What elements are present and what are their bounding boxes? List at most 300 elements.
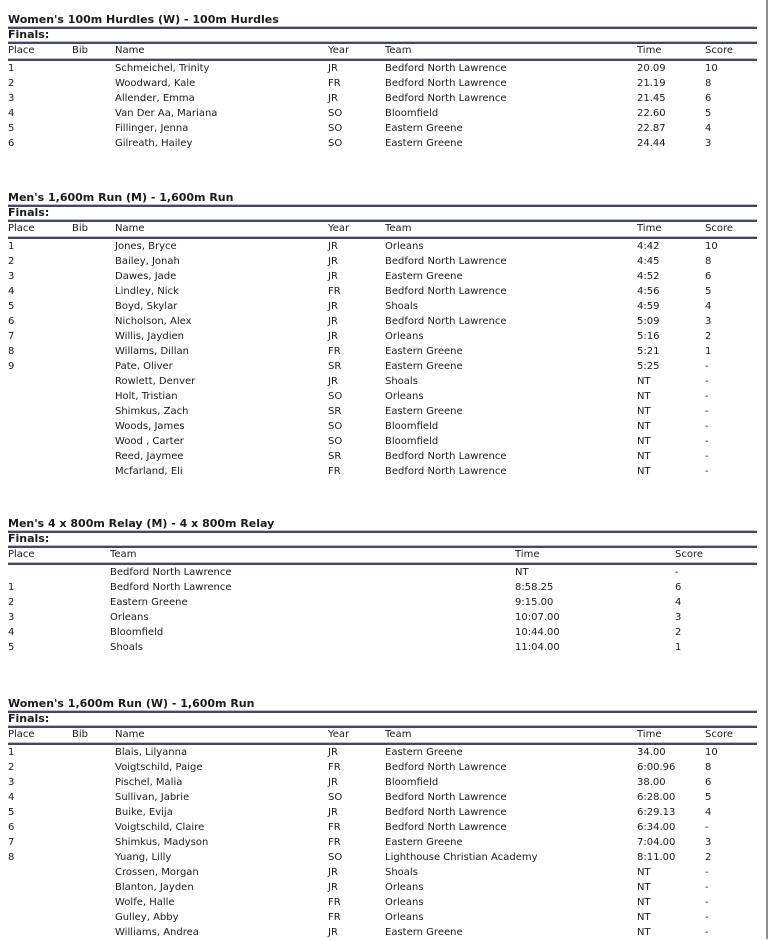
cell-score: 2 (675, 627, 682, 638)
cell-name: Shimkus, Zach (115, 406, 189, 417)
finals-label: Finals: (8, 28, 50, 41)
column-header-year: Year (328, 45, 350, 56)
cell-year: JR (328, 93, 338, 104)
table-row (8, 760, 757, 775)
table-row (8, 865, 757, 880)
cell-time: 8:11.00 (637, 852, 676, 863)
cell-time: NT (515, 567, 529, 578)
table-row (8, 805, 757, 820)
cell-name: Rowlett, Denver (115, 376, 196, 387)
finals-label: Finals: (8, 532, 50, 545)
column-header-score: Score (705, 729, 734, 740)
cell-score: 10 (705, 241, 718, 252)
cell-team: Bedford North Lawrence (110, 567, 232, 578)
cell-name: Pischel, Malia (115, 777, 183, 788)
cell-time: 6:00.96 (637, 762, 676, 773)
cell-score: 2 (705, 852, 712, 863)
table-row (8, 284, 757, 299)
cell-team: Shoals (385, 376, 418, 387)
cell-place: 2 (8, 762, 15, 773)
cell-name: Sullivan, Jabrie (115, 792, 190, 803)
table-row (8, 389, 757, 404)
cell-name: Willis, Jaydien (115, 331, 184, 342)
cell-score: 3 (705, 138, 712, 149)
cell-time: 5:16 (637, 331, 660, 342)
table-row (8, 254, 757, 269)
table-row (8, 835, 757, 850)
cell-score: 4 (705, 123, 712, 134)
cell-time: 8:58.25 (515, 582, 554, 593)
column-header-score: Score (705, 223, 734, 234)
cell-name: Holt, Tristian (115, 391, 178, 402)
event-title: Women's 1,600m Run (W) - 1,600m Run (8, 697, 255, 710)
cell-team: Bedford North Lawrence (385, 93, 507, 104)
cell-team: Bedford North Lawrence (385, 316, 507, 327)
cell-score: 3 (705, 837, 712, 848)
table-row (8, 314, 757, 329)
cell-team: Bedford North Lawrence (385, 63, 507, 74)
cell-name: Blais, Lilyanna (115, 747, 188, 758)
result-rows (8, 239, 757, 479)
column-header-year: Year (328, 223, 350, 234)
cell-year: SR (328, 361, 342, 372)
cell-name: Reed, Jaymee (115, 451, 184, 462)
cell-time: 20.09 (637, 63, 666, 74)
cell-time: NT (637, 451, 651, 462)
cell-name: Woods, James (115, 421, 185, 432)
table-row (8, 449, 757, 464)
cell-team: Bloomfield (385, 436, 439, 447)
cell-team: Eastern Greene (385, 271, 463, 282)
table-row (8, 745, 757, 760)
table-row (8, 269, 757, 284)
cell-place: 7 (8, 331, 15, 342)
cell-team: Bedford North Lawrence (385, 792, 507, 803)
event-title: Women's 100m Hurdles (W) - 100m Hurdles (8, 13, 279, 26)
cell-team: Bedford North Lawrence (385, 78, 507, 89)
cell-team: Eastern Greene (385, 927, 463, 938)
cell-time: NT (637, 927, 651, 938)
table-row (8, 404, 757, 419)
cell-time: NT (637, 867, 651, 878)
table-row (8, 106, 757, 121)
cell-name: Wolfe, Halle (115, 897, 175, 908)
cell-year: SO (328, 108, 343, 119)
cell-place: 5 (8, 642, 15, 653)
cell-time: 4:45 (637, 256, 660, 267)
cell-name: Mcfarland, Eli (115, 466, 183, 477)
column-header-team: Team (385, 223, 412, 234)
cell-team: Eastern Greene (385, 123, 463, 134)
cell-time: 10:44.00 (515, 627, 560, 638)
cell-team: Bedford North Lawrence (110, 582, 232, 593)
cell-year: JR (328, 882, 338, 893)
cell-name: Schmeichel, Trinity (115, 63, 210, 74)
cell-time: 11:04.00 (515, 642, 560, 653)
table-row (8, 880, 757, 895)
column-header-place: Place (8, 549, 35, 560)
column-header-bib: Bib (72, 223, 88, 234)
column-header-place: Place (8, 729, 35, 740)
cell-team: Orleans (385, 241, 424, 252)
table-row (8, 344, 757, 359)
cell-name: Gulley, Abby (115, 912, 179, 923)
cell-place: 3 (8, 777, 15, 788)
cell-time: 5:25 (637, 361, 660, 372)
cell-team: Bloomfield (385, 421, 439, 432)
result-rows (8, 745, 757, 940)
cell-place: 8 (8, 852, 15, 863)
cell-place: 6 (8, 822, 15, 833)
table-row (8, 299, 757, 314)
cell-team: Eastern Greene (385, 406, 463, 417)
cell-team: Eastern Greene (385, 837, 463, 848)
cell-year: SO (328, 138, 343, 149)
cell-score: 5 (705, 792, 712, 803)
cell-place: 6 (8, 316, 15, 327)
table-row (8, 61, 757, 76)
cell-time: NT (637, 436, 651, 447)
cell-score: 5 (705, 286, 712, 297)
column-header-place: Place (8, 45, 35, 56)
column-header-time: Time (637, 45, 662, 56)
cell-score: 6 (675, 582, 682, 593)
table-row (8, 419, 757, 434)
cell-year: FR (328, 466, 341, 477)
cell-place: 2 (8, 597, 15, 608)
cell-name: Allender, Emma (115, 93, 195, 104)
table-row (8, 625, 757, 640)
cell-team: Lighthouse Christian Academy (385, 852, 538, 863)
table-row (8, 434, 757, 449)
table-row (8, 790, 757, 805)
cell-name: Gilreath, Hailey (115, 138, 193, 149)
cell-team: Eastern Greene (385, 361, 463, 372)
cell-year: JR (328, 867, 338, 878)
table-row (8, 775, 757, 790)
cell-year: SO (328, 421, 343, 432)
cell-place: 5 (8, 123, 15, 134)
cell-year: JR (328, 777, 338, 788)
table-row (8, 121, 757, 136)
cell-score: - (705, 822, 709, 833)
cell-score: - (705, 406, 709, 417)
cell-name: Boyd, Skylar (115, 301, 178, 312)
cell-year: SR (328, 406, 342, 417)
cell-year: SO (328, 436, 343, 447)
cell-place: 3 (8, 271, 15, 282)
cell-time: 4:56 (637, 286, 660, 297)
cell-year: JR (328, 331, 338, 342)
cell-year: JR (328, 256, 338, 267)
cell-name: Shimkus, Madyson (115, 837, 209, 848)
cell-year: FR (328, 286, 341, 297)
column-header-bib: Bib (72, 729, 88, 740)
cell-score: 6 (705, 777, 712, 788)
cell-place: 4 (8, 627, 15, 638)
table-row (8, 565, 757, 580)
cell-team: Orleans (110, 612, 149, 623)
cell-place: 4 (8, 108, 15, 119)
header-row (8, 548, 757, 562)
cell-name: Van Der Aa, Mariana (115, 108, 218, 119)
cell-year: FR (328, 912, 341, 923)
cell-name: Bailey, Jonah (115, 256, 180, 267)
cell-score: 2 (705, 331, 712, 342)
cell-time: 9:15.00 (515, 597, 554, 608)
event-title: Men's 1,600m Run (M) - 1,600m Run (8, 191, 234, 204)
cell-name: Buike, Evija (115, 807, 173, 818)
cell-score: - (705, 436, 709, 447)
column-header-place: Place (8, 223, 35, 234)
cell-score: - (705, 421, 709, 432)
cell-name: Jones, Bryce (115, 241, 177, 252)
cell-year: JR (328, 241, 338, 252)
cell-time: 7:04.00 (637, 837, 676, 848)
cell-year: FR (328, 78, 341, 89)
cell-score: - (705, 466, 709, 477)
column-header-time: Time (515, 549, 540, 560)
cell-time: NT (637, 912, 651, 923)
table-row (8, 76, 757, 91)
cell-name: Voigtschild, Claire (115, 822, 205, 833)
table-row (8, 820, 757, 835)
cell-time: NT (637, 882, 651, 893)
cell-time: 21.19 (637, 78, 666, 89)
cell-time: 38.00 (637, 777, 666, 788)
cell-time: 22.60 (637, 108, 666, 119)
cell-time: 34.00 (637, 747, 666, 758)
cell-team: Orleans (385, 391, 424, 402)
column-header-time: Time (637, 223, 662, 234)
finals-label: Finals: (8, 712, 50, 725)
cell-time: 4:42 (637, 241, 660, 252)
cell-score: 5 (705, 108, 712, 119)
table-row (8, 374, 757, 389)
column-header-name: Name (115, 729, 145, 740)
cell-time: 6:28.00 (637, 792, 676, 803)
cell-team: Orleans (385, 912, 424, 923)
cell-score: 8 (705, 762, 712, 773)
cell-place: 6 (8, 138, 15, 149)
column-header-team: Team (385, 45, 412, 56)
cell-score: 10 (705, 63, 718, 74)
column-header-score: Score (705, 45, 734, 56)
finals-label: Finals: (8, 206, 50, 219)
cell-team: Bedford North Lawrence (385, 466, 507, 477)
cell-team: Eastern Greene (385, 138, 463, 149)
cell-place: 4 (8, 792, 15, 803)
cell-score: 10 (705, 747, 718, 758)
cell-year: SR (328, 451, 342, 462)
cell-name: Woodward, Kale (115, 78, 196, 89)
cell-year: JR (328, 807, 338, 818)
cell-year: SO (328, 792, 343, 803)
table-row (8, 464, 757, 479)
column-header-team: Team (110, 549, 137, 560)
cell-place: 1 (8, 747, 15, 758)
cell-score: 8 (705, 78, 712, 89)
cell-time: NT (637, 897, 651, 908)
table-row (8, 595, 757, 610)
cell-time: 10:07.00 (515, 612, 560, 623)
cell-name: Voigtschild, Paige (115, 762, 203, 773)
cell-team: Bloomfield (110, 627, 164, 638)
cell-place: 2 (8, 78, 15, 89)
cell-year: FR (328, 897, 341, 908)
cell-name: Williams, Andrea (115, 927, 199, 938)
cell-team: Bedford North Lawrence (385, 822, 507, 833)
cell-name: Fillinger, Jenna (115, 123, 189, 134)
table-row (8, 850, 757, 865)
cell-time: 24.44 (637, 138, 666, 149)
cell-score: 6 (705, 93, 712, 104)
cell-team: Bedford North Lawrence (385, 451, 507, 462)
event-section (8, 191, 757, 479)
cell-score: 4 (675, 597, 682, 608)
cell-place: 3 (8, 612, 15, 623)
cell-team: Bedford North Lawrence (385, 762, 507, 773)
cell-score: 1 (705, 346, 712, 357)
cell-year: JR (328, 63, 338, 74)
cell-year: SO (328, 123, 343, 134)
cell-year: FR (328, 762, 341, 773)
table-row (8, 610, 757, 625)
cell-team: Shoals (110, 642, 143, 653)
table-row (8, 895, 757, 910)
cell-time: 6:34.00 (637, 822, 676, 833)
header-row (8, 44, 757, 58)
cell-team: Eastern Greene (110, 597, 188, 608)
cell-team: Orleans (385, 882, 424, 893)
cell-year: JR (328, 747, 338, 758)
cell-year: JR (328, 271, 338, 282)
cell-time: 5:21 (637, 346, 660, 357)
cell-year: FR (328, 822, 341, 833)
cell-score: - (675, 567, 679, 578)
table-row (8, 580, 757, 595)
cell-year: JR (328, 927, 338, 938)
cell-year: FR (328, 346, 341, 357)
cell-score: 6 (705, 271, 712, 282)
cell-time: NT (637, 421, 651, 432)
column-header-name: Name (115, 45, 145, 56)
cell-team: Orleans (385, 331, 424, 342)
cell-score: - (705, 451, 709, 462)
table-row (8, 239, 757, 254)
cell-team: Bloomfield (385, 108, 439, 119)
cell-name: Nicholson, Alex (115, 316, 192, 327)
event-title: Men's 4 x 800m Relay (M) - 4 x 800m Relay (8, 517, 275, 530)
header-row (8, 728, 757, 742)
column-header-score: Score (675, 549, 704, 560)
cell-score: - (705, 391, 709, 402)
cell-time: 4:59 (637, 301, 660, 312)
cell-time: NT (637, 391, 651, 402)
cell-score: - (705, 361, 709, 372)
cell-name: Wood , Carter (115, 436, 184, 447)
cell-year: JR (328, 301, 338, 312)
table-row (8, 640, 757, 655)
cell-score: 4 (705, 807, 712, 818)
cell-score: 3 (675, 612, 682, 623)
cell-time: 5:09 (637, 316, 660, 327)
cell-score: - (705, 927, 709, 938)
table-row (8, 925, 757, 940)
result-rows (8, 565, 757, 655)
event-section (8, 0, 757, 151)
cell-team: Eastern Greene (385, 346, 463, 357)
cell-team: Eastern Greene (385, 747, 463, 758)
column-header-bib: Bib (72, 45, 88, 56)
cell-score: - (705, 912, 709, 923)
header-row (8, 222, 757, 236)
cell-place: 1 (8, 241, 15, 252)
cell-name: Crossen, Morgan (115, 867, 199, 878)
cell-place: 5 (8, 301, 15, 312)
cell-team: Orleans (385, 897, 424, 908)
cell-name: Willams, Dillan (115, 346, 189, 357)
cell-place: 2 (8, 256, 15, 267)
cell-name: Dawes, Jade (115, 271, 177, 282)
cell-team: Bedford North Lawrence (385, 256, 507, 267)
cell-team: Bloomfield (385, 777, 439, 788)
cell-year: SO (328, 852, 343, 863)
cell-place: 8 (8, 346, 15, 357)
cell-team: Shoals (385, 867, 418, 878)
cell-place: 4 (8, 286, 15, 297)
cell-name: Yuang, Lilly (115, 852, 172, 863)
cell-score: - (705, 376, 709, 387)
cell-place: 9 (8, 361, 15, 372)
cell-score: - (705, 897, 709, 908)
cell-place: 5 (8, 807, 15, 818)
cell-score: 4 (705, 301, 712, 312)
cell-name: Lindley, Nick (115, 286, 179, 297)
cell-name: Pate, Oliver (115, 361, 173, 372)
column-header-time: Time (637, 729, 662, 740)
cell-year: JR (328, 316, 338, 327)
cell-place: 3 (8, 93, 15, 104)
cell-team: Shoals (385, 301, 418, 312)
cell-time: 4:52 (637, 271, 660, 282)
cell-place: 1 (8, 63, 15, 74)
cell-score: 1 (675, 642, 682, 653)
event-section (8, 517, 757, 655)
cell-score: 8 (705, 256, 712, 267)
cell-time: NT (637, 376, 651, 387)
table-row (8, 910, 757, 925)
cell-year: SO (328, 391, 343, 402)
cell-score: - (705, 882, 709, 893)
cell-team: Bedford North Lawrence (385, 286, 507, 297)
cell-place: 7 (8, 837, 15, 848)
column-header-team: Team (385, 729, 412, 740)
cell-year: FR (328, 837, 341, 848)
column-header-name: Name (115, 223, 145, 234)
cell-team: Bedford North Lawrence (385, 807, 507, 818)
cell-score: - (705, 867, 709, 878)
sections (8, 0, 757, 940)
table-row (8, 91, 757, 106)
table-row (8, 329, 757, 344)
event-section (8, 697, 757, 940)
result-rows (8, 61, 757, 151)
table-row (8, 136, 757, 151)
column-header-year: Year (328, 729, 350, 740)
cell-time: 6:29.13 (637, 807, 676, 818)
cell-time: 22.87 (637, 123, 666, 134)
